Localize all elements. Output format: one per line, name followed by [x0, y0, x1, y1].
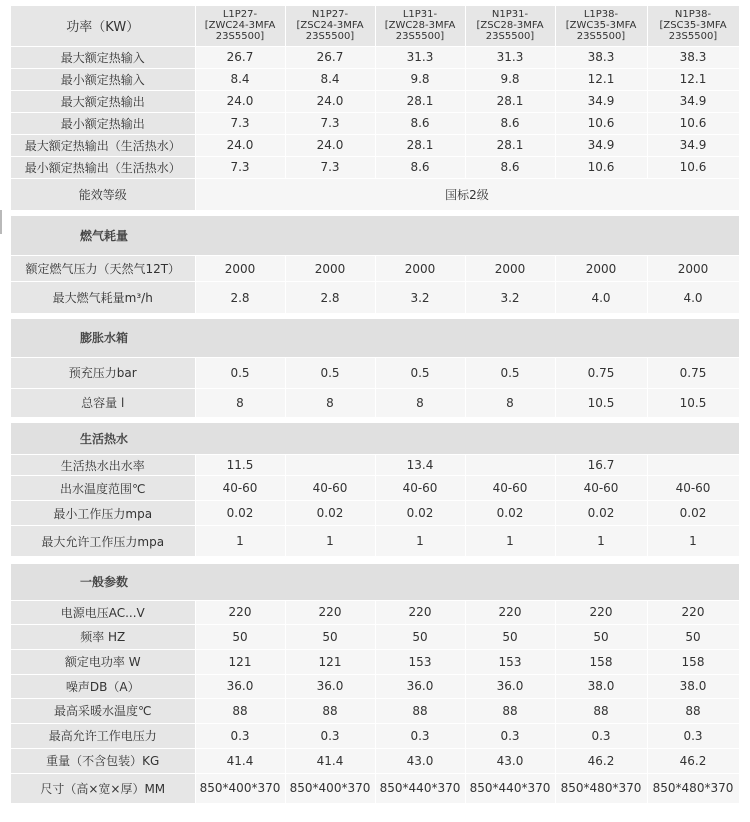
- model-header: [375, 6, 465, 46]
- spec-value: 1: [555, 526, 647, 557]
- spec-value: 1: [195, 526, 285, 557]
- spec-row: [11, 90, 739, 112]
- spec-label: 重量（不含包装）KG: [11, 748, 195, 773]
- spec-value: 8.6: [465, 112, 555, 134]
- spec-value: 0.5: [195, 357, 285, 388]
- spec-value: 850*440*370: [465, 773, 555, 803]
- spec-label: 出水温度范围℃: [11, 476, 195, 501]
- spec-value: 158: [647, 649, 739, 674]
- spec-row: [11, 357, 739, 388]
- header-power-kw: 功率（KW）: [11, 6, 195, 46]
- spec-value: 0.02: [647, 501, 739, 526]
- spec-value: 88: [465, 698, 555, 723]
- model-header-line: 23S5500]: [215, 31, 265, 43]
- spec-value: 7.3: [285, 112, 375, 134]
- spec-value: 1: [375, 526, 465, 557]
- spec-row: [11, 501, 739, 526]
- spec-label: 最大额定热输出: [11, 90, 195, 112]
- spec-value: 158: [555, 649, 647, 674]
- spec-value: 41.4: [195, 748, 285, 773]
- spec-value: 50: [285, 624, 375, 649]
- section-title: 燃气耗量: [80, 228, 129, 243]
- spec-value: 36.0: [195, 674, 285, 698]
- spec-value: 31.3: [375, 46, 465, 68]
- spec-value: 24.0: [285, 134, 375, 156]
- spec-label: 最小额定热输出: [11, 112, 195, 134]
- spec-value: [647, 455, 739, 476]
- spec-value: 1: [285, 526, 375, 557]
- spec-value: 38.0: [555, 674, 647, 698]
- spec-value: 10.6: [555, 156, 647, 178]
- spec-value: 24.0: [285, 90, 375, 112]
- spec-value: 26.7: [285, 46, 375, 68]
- spec-value: 153: [375, 649, 465, 674]
- section-title-cell: [11, 423, 739, 455]
- spec-label: 最小工作压力mpa: [11, 501, 195, 526]
- spec-row: [11, 649, 739, 674]
- spec-label: 最大额定热输出（生活热水）: [11, 134, 195, 156]
- spec-row: [11, 773, 739, 803]
- spec-row: [11, 134, 739, 156]
- spec-value: 0.5: [375, 357, 465, 388]
- spec-value: 2000: [375, 256, 465, 282]
- spec-value: 24.0: [195, 90, 285, 112]
- spec-value: 850*480*370: [555, 773, 647, 803]
- spec-value: 0.3: [555, 723, 647, 748]
- spec-value: 3.2: [375, 282, 465, 314]
- spec-value: 34.9: [647, 90, 739, 112]
- model-header-line: N1P31-: [491, 9, 529, 21]
- spec-value: 41.4: [285, 748, 375, 773]
- section-hot-water: [11, 423, 739, 455]
- spec-value: 88: [285, 698, 375, 723]
- spec-value: 0.02: [375, 501, 465, 526]
- spec-value: 7.3: [195, 156, 285, 178]
- spec-value: 3.2: [465, 282, 555, 314]
- spec-value: 0.3: [285, 723, 375, 748]
- model-header: [465, 6, 555, 46]
- spec-value: 220: [465, 600, 555, 624]
- section-gap: [11, 557, 739, 565]
- spec-value: 8.6: [465, 156, 555, 178]
- spec-value: 220: [375, 600, 465, 624]
- spec-value: 0.3: [375, 723, 465, 748]
- spec-row: [11, 156, 739, 178]
- model-header-line: [ZSC28-3MFA: [476, 20, 544, 32]
- model-header-line: N1P38-: [674, 9, 712, 21]
- model-header-line: L1P38-: [583, 9, 619, 21]
- spec-value: 12.1: [647, 68, 739, 90]
- model-header-line: 23S5500]: [576, 31, 626, 43]
- section-tank: [11, 319, 739, 357]
- spec-value: 8.4: [285, 68, 375, 90]
- spec-label: 生活热水出水率: [11, 455, 195, 476]
- spec-value: 13.4: [375, 455, 465, 476]
- spec-row: [11, 600, 739, 624]
- spec-value: 0.3: [647, 723, 739, 748]
- spec-value: 850*480*370: [647, 773, 739, 803]
- spec-row: [11, 388, 739, 417]
- spec-value: 220: [285, 600, 375, 624]
- section-title-cell: [11, 319, 739, 357]
- spec-row: [11, 723, 739, 748]
- section-title: 生活热水: [80, 431, 129, 446]
- spec-value: 7.3: [285, 156, 375, 178]
- spec-value: 850*400*370: [285, 773, 375, 803]
- model-header-line: 23S5500]: [668, 31, 718, 43]
- spec-value: 0.02: [465, 501, 555, 526]
- spec-value: 11.5: [195, 455, 285, 476]
- spec-value: 43.0: [375, 748, 465, 773]
- spec-label: 额定电功率 W: [11, 649, 195, 674]
- spec-value: [465, 455, 555, 476]
- spec-value: 46.2: [555, 748, 647, 773]
- spec-value: 40-60: [285, 476, 375, 501]
- spec-row: [11, 455, 739, 476]
- spec-value: 36.0: [465, 674, 555, 698]
- section-gas: [11, 216, 739, 256]
- section-title-cell: [11, 564, 739, 600]
- spec-label: 最高采暖水温度℃: [11, 698, 195, 723]
- spec-row: [11, 68, 739, 90]
- spec-value: 8: [375, 388, 465, 417]
- spec-value: 0.3: [465, 723, 555, 748]
- spec-sheet: [11, 6, 739, 804]
- spec-value: 34.9: [555, 134, 647, 156]
- spec-label: 预充压力bar: [11, 357, 195, 388]
- spec-value: 2000: [195, 256, 285, 282]
- spec-value: 8: [195, 388, 285, 417]
- spec-label: 额定燃气压力（天然气12T）: [11, 256, 195, 282]
- spec-value: 2000: [555, 256, 647, 282]
- spec-value: 4.0: [647, 282, 739, 314]
- spec-label: 总容量 l: [11, 388, 195, 417]
- spec-value: 88: [375, 698, 465, 723]
- spec-value: 88: [647, 698, 739, 723]
- spec-value: 850*440*370: [375, 773, 465, 803]
- spec-label: 最高允许工作电压力: [11, 723, 195, 748]
- spec-row: [11, 748, 739, 773]
- section-general: [11, 564, 739, 600]
- spec-value: 50: [647, 624, 739, 649]
- spec-value: 34.9: [555, 90, 647, 112]
- spec-value: 31.3: [465, 46, 555, 68]
- spec-value: 50: [375, 624, 465, 649]
- spec-row: [11, 674, 739, 698]
- spec-value: 153: [465, 649, 555, 674]
- model-header-line: [ZWC24-3MFA: [204, 20, 276, 32]
- spec-value: 0.02: [555, 501, 647, 526]
- spec-label: 最小额定热输出（生活热水）: [11, 156, 195, 178]
- left-edge-marker: [0, 210, 2, 234]
- spec-row: [11, 282, 739, 314]
- model-header: [285, 6, 375, 46]
- spec-value: 10.5: [555, 388, 647, 417]
- spec-value: 50: [465, 624, 555, 649]
- spec-value: 36.0: [375, 674, 465, 698]
- spec-value: 8: [285, 388, 375, 417]
- spec-value: 0.02: [285, 501, 375, 526]
- spec-label: 电源电压AC...V: [11, 600, 195, 624]
- spec-row: [11, 46, 739, 68]
- spec-value: 16.7: [555, 455, 647, 476]
- spec-value: 40-60: [195, 476, 285, 501]
- section-title: 一般参数: [80, 575, 129, 590]
- spec-value: 2.8: [195, 282, 285, 314]
- spec-value: 40-60: [465, 476, 555, 501]
- spec-value: 121: [195, 649, 285, 674]
- spec-value: 1: [465, 526, 555, 557]
- spec-label: 最大允许工作压力mpa: [11, 526, 195, 557]
- section-title-cell: [11, 216, 739, 256]
- spec-value: 0.75: [647, 357, 739, 388]
- spec-value: 8.6: [375, 156, 465, 178]
- spec-value: 50: [195, 624, 285, 649]
- model-header-line: L1P27-: [222, 9, 258, 21]
- spec-label: 最小额定热输入: [11, 68, 195, 90]
- spec-value: 121: [285, 649, 375, 674]
- spec-value: 43.0: [465, 748, 555, 773]
- spec-value: 28.1: [375, 90, 465, 112]
- efficiency-label: 能效等级: [11, 178, 195, 210]
- spec-label: 最大燃气耗量m³/h: [11, 282, 195, 314]
- spec-row: [11, 698, 739, 723]
- model-header-line: [ZWC28-3MFA: [384, 20, 456, 32]
- spec-value: 34.9: [647, 134, 739, 156]
- spec-row: [11, 526, 739, 557]
- spec-value: 40-60: [375, 476, 465, 501]
- spec-value: 88: [195, 698, 285, 723]
- spec-value: 12.1: [555, 68, 647, 90]
- spec-label: 最大额定热输入: [11, 46, 195, 68]
- gap-cell: [11, 557, 739, 565]
- spec-value: 0.3: [195, 723, 285, 748]
- spec-value: 28.1: [465, 90, 555, 112]
- spec-value: 0.02: [195, 501, 285, 526]
- spec-value: 26.7: [195, 46, 285, 68]
- spec-value: 46.2: [647, 748, 739, 773]
- spec-value: 10.6: [555, 112, 647, 134]
- spec-label: 噪声DB（A）: [11, 674, 195, 698]
- spec-value: 24.0: [195, 134, 285, 156]
- spec-value: 850*400*370: [195, 773, 285, 803]
- model-header-line: 23S5500]: [305, 31, 355, 43]
- spec-value: 7.3: [195, 112, 285, 134]
- spec-value: 10.5: [647, 388, 739, 417]
- spec-row: [11, 624, 739, 649]
- spec-value: 8: [465, 388, 555, 417]
- spec-value: 0.5: [465, 357, 555, 388]
- model-header: [195, 6, 285, 46]
- spec-value: 9.8: [465, 68, 555, 90]
- spec-value: 2.8: [285, 282, 375, 314]
- spec-value: [285, 455, 375, 476]
- header-row: [11, 6, 739, 46]
- model-header-line: L1P31-: [402, 9, 438, 21]
- spec-value: 8.4: [195, 68, 285, 90]
- efficiency-row: [11, 178, 739, 210]
- model-header-line: [ZSC35-3MFA: [659, 20, 727, 32]
- spec-table: [11, 6, 740, 804]
- spec-value: 88: [555, 698, 647, 723]
- spec-value: 2000: [465, 256, 555, 282]
- spec-value: 28.1: [375, 134, 465, 156]
- spec-value: 10.6: [647, 156, 739, 178]
- spec-value: 10.6: [647, 112, 739, 134]
- spec-value: 2000: [647, 256, 739, 282]
- model-header-line: [ZWC35-3MFA: [565, 20, 637, 32]
- spec-value: 2000: [285, 256, 375, 282]
- spec-row: [11, 476, 739, 501]
- spec-value: 38.3: [555, 46, 647, 68]
- spec-value: 36.0: [285, 674, 375, 698]
- spec-value: 38.3: [647, 46, 739, 68]
- spec-value: 4.0: [555, 282, 647, 314]
- spec-value: 40-60: [647, 476, 739, 501]
- spec-label: 尺寸（高×宽×厚）MM: [11, 773, 195, 803]
- model-header: [647, 6, 739, 46]
- model-header-line: [ZSC24-3MFA: [296, 20, 364, 32]
- spec-value: 28.1: [465, 134, 555, 156]
- spec-label: 频率 HZ: [11, 624, 195, 649]
- model-header-line: 23S5500]: [395, 31, 445, 43]
- spec-value: 220: [195, 600, 285, 624]
- spec-value: 40-60: [555, 476, 647, 501]
- spec-value: 0.5: [285, 357, 375, 388]
- spec-value: 220: [647, 600, 739, 624]
- spec-value: 220: [555, 600, 647, 624]
- section-title: 膨胀水箱: [80, 331, 129, 346]
- spec-row: [11, 112, 739, 134]
- spec-value: 38.0: [647, 674, 739, 698]
- efficiency-value: 国标2级: [195, 178, 739, 210]
- spec-value: 0.75: [555, 357, 647, 388]
- spec-value: 1: [647, 526, 739, 557]
- model-header-line: 23S5500]: [485, 31, 535, 43]
- spec-value: 9.8: [375, 68, 465, 90]
- spec-row: [11, 256, 739, 282]
- model-header: [555, 6, 647, 46]
- spec-value: 50: [555, 624, 647, 649]
- model-header-line: N1P27-: [311, 9, 349, 21]
- spec-value: 8.6: [375, 112, 465, 134]
